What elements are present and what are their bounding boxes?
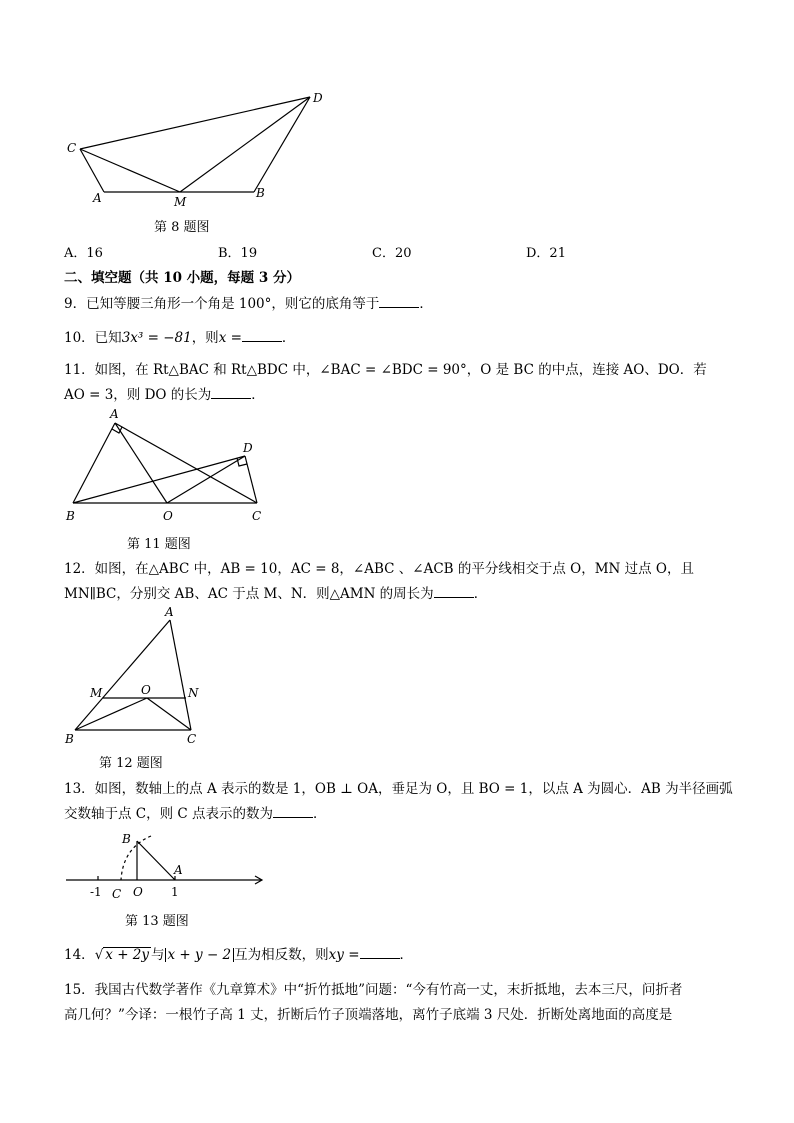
fig11-label-c: C: [252, 509, 262, 523]
q10-mid: ，则: [191, 330, 219, 346]
q10-equation: 3x³ = −81: [121, 330, 192, 346]
option-b: B．19: [218, 246, 258, 261]
segment-cm: [80, 149, 180, 192]
q10-var: x =: [218, 330, 242, 346]
segment-md: [180, 97, 310, 192]
q13-end: ．: [313, 806, 327, 822]
segment-bd: [254, 97, 310, 192]
segment-ac: [170, 620, 191, 730]
fig13-label-neg1: -1: [90, 885, 102, 899]
segment-ao: [115, 423, 167, 503]
question-14: 14．√ x + 2y 与 x + y − 2 互为相反数，则xy = ．: [64, 947, 413, 963]
segment-ac: [115, 423, 257, 503]
fig13-label-a: A: [174, 863, 183, 877]
fig13-label-b: B: [122, 832, 131, 846]
q10-answer-blank[interactable]: [242, 329, 282, 342]
q11-line2: [64, 383, 265, 403]
q9-end: ．: [419, 296, 433, 312]
option-c: C．20: [372, 246, 412, 261]
q10-pre: 10．已知: [64, 330, 122, 346]
question-9: [64, 292, 433, 312]
q13-answer-blank[interactable]: [273, 805, 313, 818]
segment-dc: [245, 456, 257, 503]
q11-answer-blank[interactable]: [211, 386, 251, 399]
fig8-label-d: D: [313, 91, 323, 105]
fig12-label-b: B: [65, 732, 74, 746]
q15-line2: 高几何？”今译：一根竹子高 1 丈，折断后竹子顶端落地，离竹子底端 3 尺处．折断处离地面的高度是: [64, 1007, 673, 1023]
fig11-label-a: A: [110, 407, 119, 421]
fig12-label-a: A: [165, 605, 174, 619]
q11-line1: 11．如图，在 Rt△BAC 和 Rt△BDC 中，∠BAC = ∠BDC = 90°，O 是 BC 的中点，连接 AO、DO．若: [64, 362, 707, 378]
fig8-label-b: B: [256, 186, 265, 200]
segment-do: [167, 456, 245, 503]
fig13-label-o: O: [133, 885, 143, 899]
segment-ab: [75, 620, 170, 730]
q13-line2: [64, 802, 327, 822]
q11-end: ．: [251, 387, 265, 403]
q12-end: ．: [473, 586, 488, 602]
fig12-label-m: M: [90, 686, 103, 700]
q9-text: 9．已知等腰三角形一个角是 100°，则它的底角等于: [64, 296, 380, 312]
q13-line1: 13．如图，数轴上的点 A 表示的数是 1，OB ⊥ OA，垂足为 O，且 BO = 1，以点 A 为圆心．AB 为半径画弧: [64, 781, 733, 797]
fig8-label-m: M: [174, 195, 187, 209]
q15-line1: 15．我国古代数学著作《九章算术》中“折竹抵地”问题：“今有竹高一丈，末折抵地，去本三尺，问折者: [64, 982, 683, 998]
fig8-caption: 第 8 题图: [154, 220, 210, 235]
segment-co: [147, 698, 191, 730]
segment-bd: [73, 456, 245, 503]
segment-ca: [80, 149, 104, 192]
option-d: D．21: [526, 246, 566, 261]
q14-abs-expression: x + y − 2: [165, 948, 235, 962]
q12-line1: 12．如图，在△ABC 中，AB = 10，AC = 8，∠ABC 、∠ACB 的平分线相交于点 O，MN 过点 O，且: [64, 561, 695, 577]
axis-arrow: [255, 876, 262, 884]
right-angle-mark-d: [237, 458, 247, 466]
q14-post: 互为相反数，则: [234, 947, 329, 963]
q14-mid: 与: [151, 947, 165, 963]
q14-pre: 14．: [64, 947, 95, 963]
q13-line2-text: 交数轴于点 C，则 C 点表示的数为: [64, 806, 274, 822]
section-title: 二、填空题（共 10 小题，每题 3 分）: [64, 270, 300, 286]
fig8-label-a: A: [93, 191, 102, 205]
fig8-label-c: C: [67, 141, 77, 155]
q11-line2-text: AO = 3，则 DO 的长为: [64, 387, 212, 403]
q12-line2: [64, 582, 487, 602]
segment-ab: [73, 423, 115, 503]
q14-answer-blank[interactable]: [360, 946, 400, 959]
fig11-label-b: B: [66, 509, 75, 523]
right-angle-mark-a: [112, 427, 122, 433]
q10-end: ．: [281, 330, 296, 346]
segment-cd: [80, 97, 310, 149]
q14-var: xy =: [328, 947, 360, 963]
fig11-label-d: D: [243, 441, 253, 455]
segment-bo: [75, 698, 147, 730]
q12-line2-text: MN∥BC，分别交 AB、AC 于点 M、N．则△AMN 的周长为: [64, 586, 434, 602]
fig13-label-c: C: [112, 887, 122, 901]
option-a: A．16: [64, 246, 103, 261]
fig12-label-c: C: [187, 732, 197, 746]
fig11-label-o: O: [163, 509, 173, 523]
question-10: [64, 326, 295, 346]
q14-end: ．: [399, 947, 413, 963]
fig12-label-o: O: [141, 683, 151, 697]
q12-answer-blank[interactable]: [434, 585, 474, 598]
fig11-caption: 第 11 题图: [127, 537, 191, 552]
q9-answer-blank[interactable]: [379, 295, 419, 308]
q14-sqrt-expression: x + 2y: [105, 947, 150, 963]
fig12-caption: 第 12 题图: [99, 756, 163, 771]
fig12-label-n: N: [188, 686, 199, 700]
arc-bc: [121, 836, 151, 880]
fig13-label-1: 1: [171, 885, 179, 899]
segment-ba: [137, 841, 175, 880]
fig13-caption: 第 13 题图: [125, 914, 189, 929]
